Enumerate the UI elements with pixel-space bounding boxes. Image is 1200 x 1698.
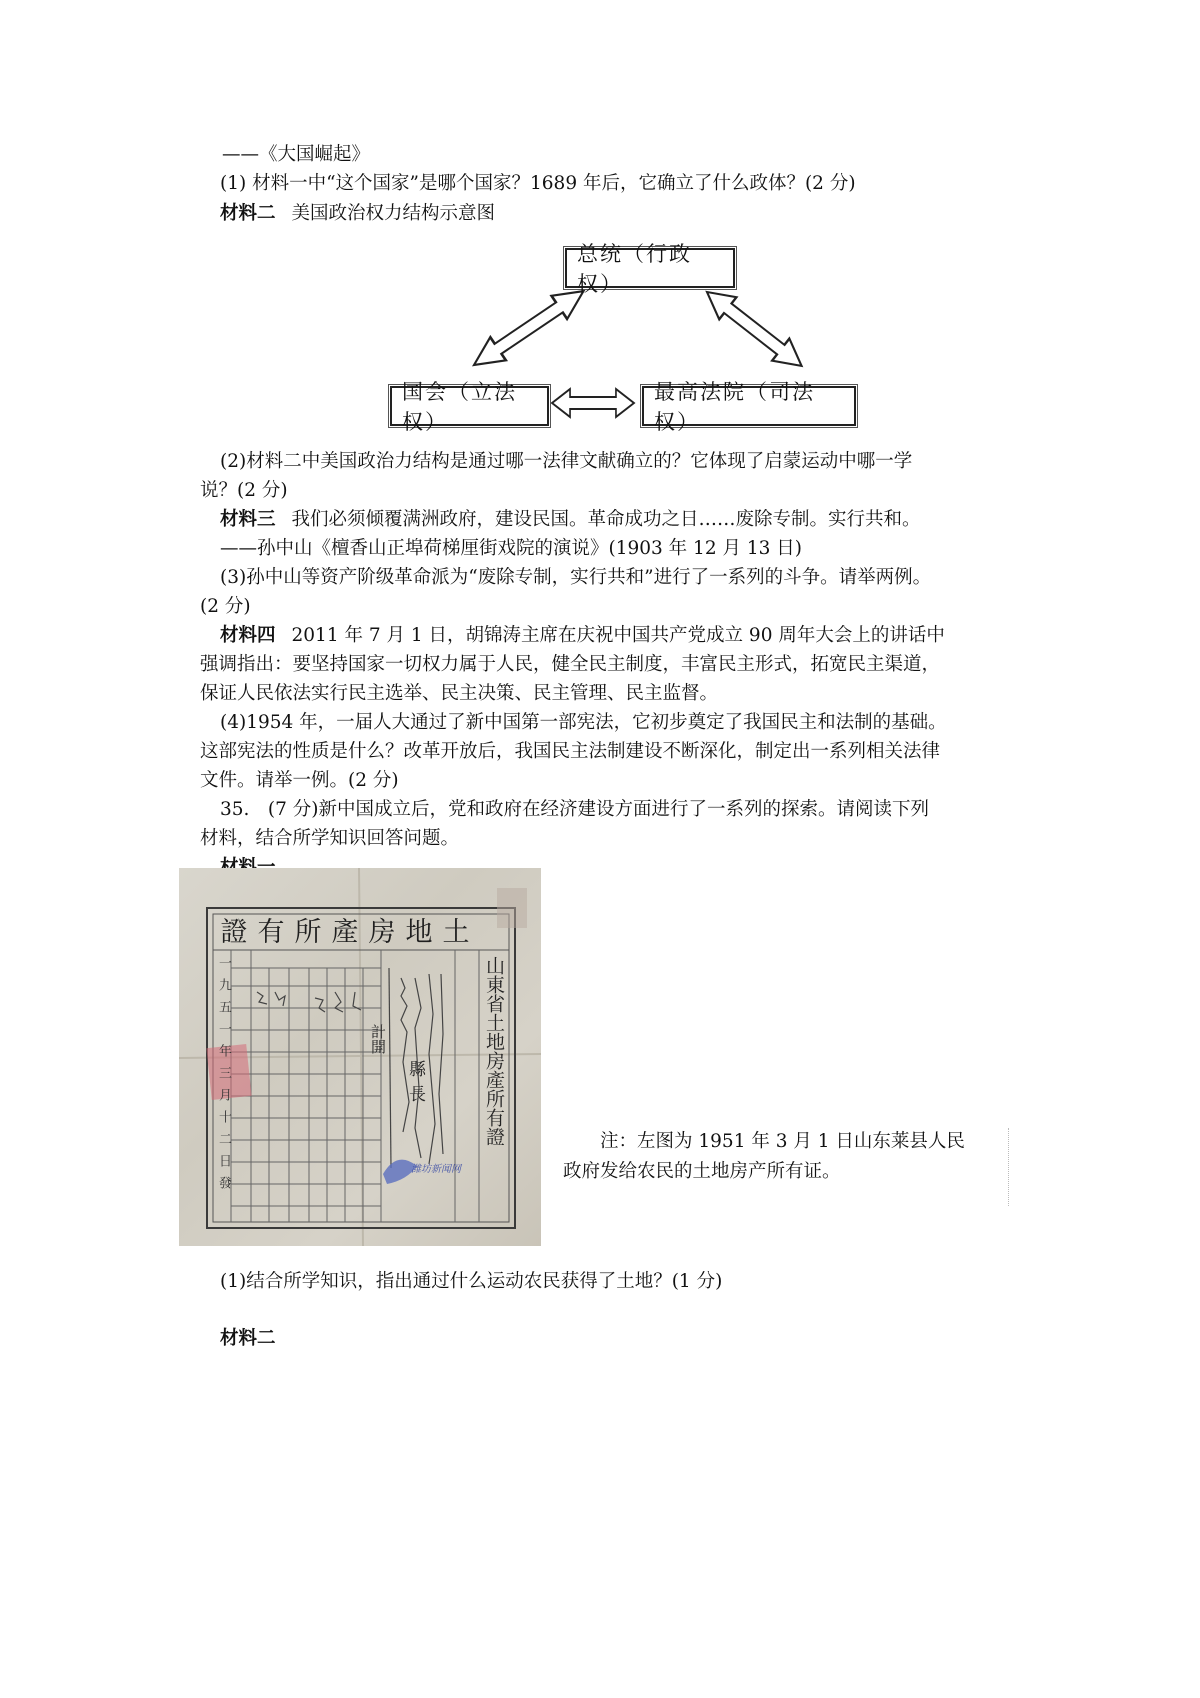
watermark-logo-text: 潍坊新闻网 bbox=[411, 1164, 461, 1175]
question-2-line-1: (2)材料二中美国政治力结构是通过哪一法律文献确立的？它体现了启蒙运动中哪一学 bbox=[220, 451, 913, 472]
certificate-title: 土地房產所有證 bbox=[220, 917, 480, 948]
question-1: (1) 材料一中“这个国家”是哪个国家？1689 年后，它确立了什么政体？(2 分) bbox=[220, 173, 856, 194]
question-3-line-1: (3)孙中山等资产阶级革命派为“废除专制，实行共和”进行了一系列的斗争。请举两例。 bbox=[220, 567, 932, 588]
material-4-line-1 bbox=[220, 622, 945, 650]
question-35-1: (1)结合所学知识，指出通过什么运动农民获得了土地？(1 分) bbox=[220, 1271, 723, 1292]
question-4-line-2: 这部宪法的性质是什么？改革开放后，我国民主法制建设不断深化，制定出一系列相关法律 bbox=[200, 741, 941, 762]
certificate-side-title: 山東省土地房產所有證 bbox=[483, 956, 505, 1146]
material-3 bbox=[220, 506, 921, 534]
material-title: 美国政治权力结构示意图 bbox=[291, 203, 496, 224]
court-box: 最高法院（司法权） bbox=[642, 386, 856, 426]
material-label: 材料三 bbox=[220, 509, 276, 530]
certificate-date-column: 一九五一年三月十二日發 bbox=[216, 956, 231, 1198]
certificate-ji: 計開 bbox=[369, 1024, 387, 1054]
material-label: 材料四 bbox=[220, 625, 276, 646]
question-35-line-2: 材料，结合所学知识回答问题。 bbox=[200, 828, 460, 849]
arrow-president-congress bbox=[466, 280, 591, 377]
material-4-line-3: 保证人民依法实行民主选举、民主决策、民主管理、民主监督。 bbox=[200, 683, 719, 704]
question-2-line-2: 说？(2 分) bbox=[200, 480, 288, 501]
material-text: 2011 年 7 月 1 日，胡锦涛主席在庆祝中国共产党成立 90 周年大会上的讲话中 bbox=[291, 625, 945, 646]
note-line-2: 政府发给农民的土地房产所有证。 bbox=[563, 1161, 841, 1182]
material-label: 材料二 bbox=[220, 203, 276, 224]
land-certificate-photo bbox=[179, 868, 541, 1246]
source-line-1: ——《大国崛起》 bbox=[222, 144, 371, 165]
note-line-1: 注：左图为 1951 年 3 月 1 日山东莱县人民 bbox=[600, 1131, 965, 1152]
question-3-line-2: (2 分) bbox=[200, 596, 251, 617]
material-4-line-2: 强调指出：要坚持国家一切权力属于人民，健全民主制度，丰富民主形式，拓宽民主渠道， bbox=[200, 654, 941, 675]
congress-box: 国会（立法权） bbox=[390, 386, 549, 426]
question-4-line-1: (4)1954 年，一届人大通过了新中国第一部宪法，它初步奠定了我国民主和法制的基础。 bbox=[220, 712, 947, 733]
material-text: 我们必须倾覆满洲政府，建设民国。革命成功之日……废除专制。实行共和。 bbox=[291, 509, 921, 530]
arrow-congress-court bbox=[552, 389, 634, 417]
question-35-line-1: 35. (7 分)新中国成立后，党和政府在经济建设方面进行了一系列的探索。请阅读下列 bbox=[220, 799, 930, 820]
material-2b-heading: 材料二 bbox=[220, 1328, 276, 1349]
certificate-county-head: 縣長 bbox=[405, 1060, 425, 1110]
president-box: 总统（行政权） bbox=[565, 248, 735, 288]
question-4-line-3: 文件。请举一例。(2 分) bbox=[200, 770, 399, 791]
certificate-note bbox=[563, 1128, 1009, 1206]
material-3-source: ——孙中山《檀香山正埠荷梯厘街戏院的演说》(1903 年 12 月 13 日) bbox=[220, 538, 803, 559]
